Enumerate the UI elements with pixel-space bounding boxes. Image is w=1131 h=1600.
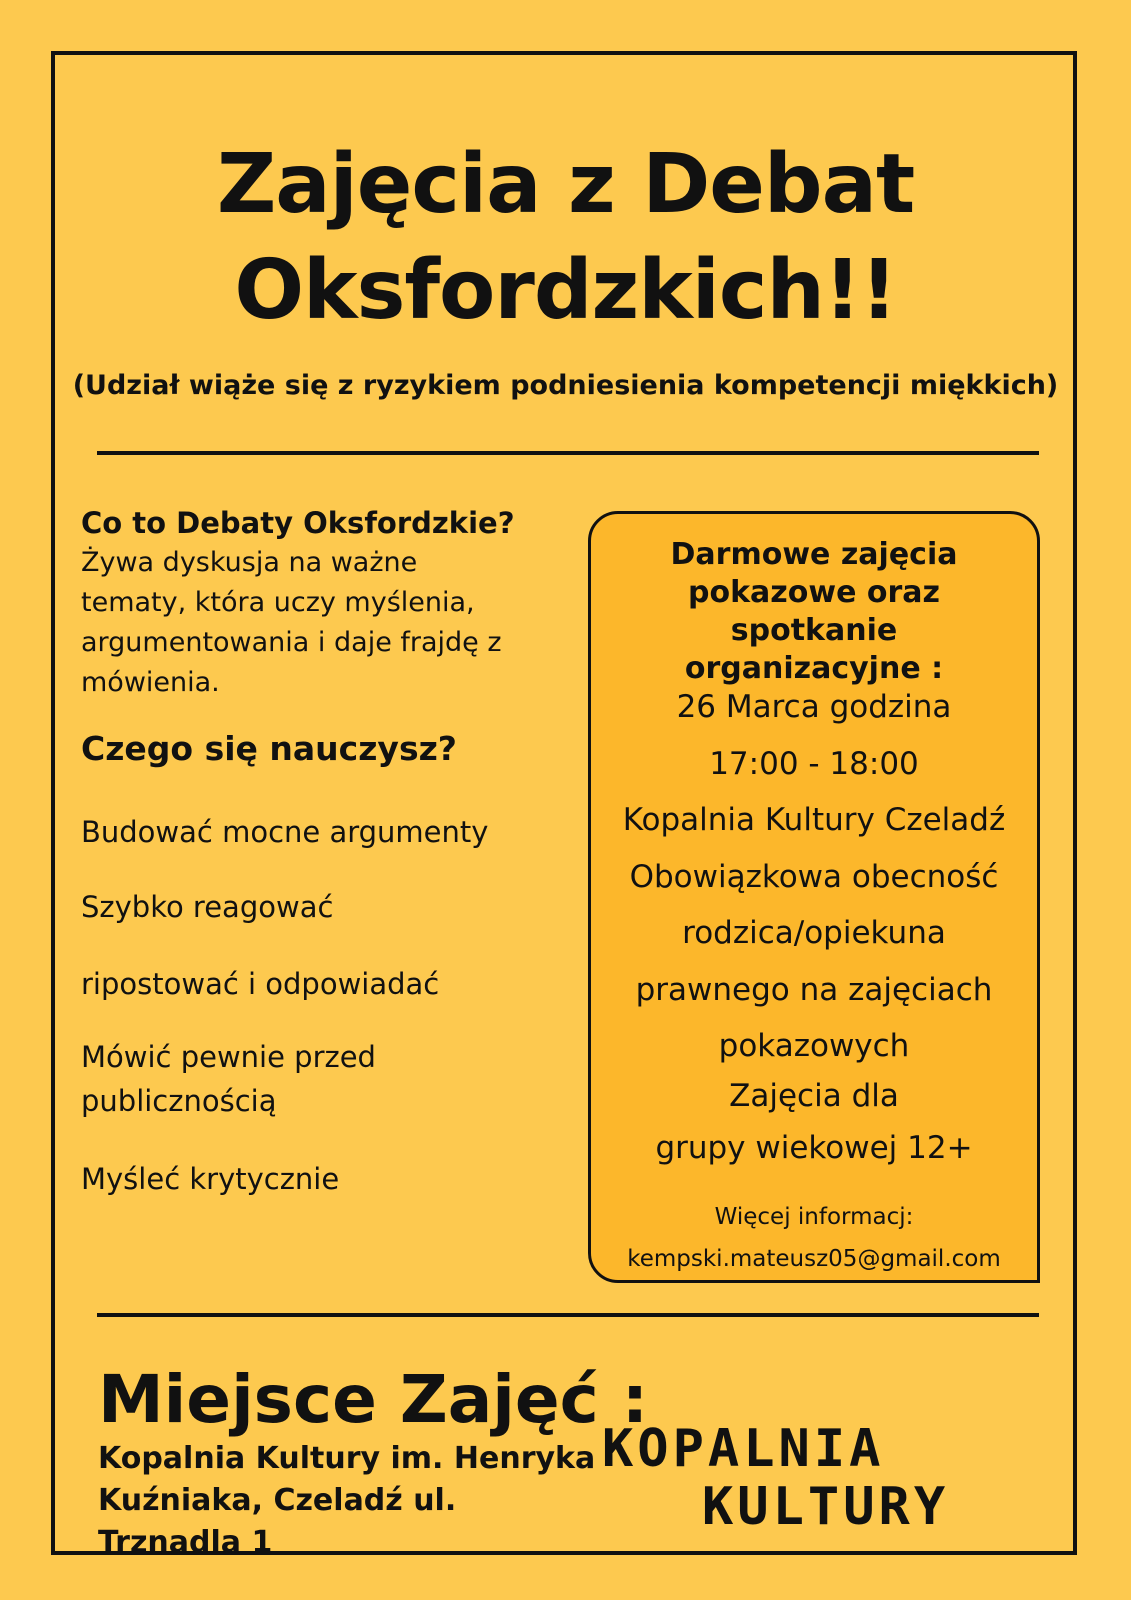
kopalnia-kultury-logo-icon <box>602 1418 1052 1530</box>
info-details <box>591 679 1037 1075</box>
info-more-label: Więcej informacj: <box>714 1204 914 1230</box>
about-text: Żywa dyskusja na ważne tematy, która uczy myślenia, argumentowania i daje frajdę z mówienia. <box>81 547 502 698</box>
learn-item: ripostować i odpowiadać <box>81 967 440 1001</box>
learn-item: Mówić pewnie przed publicznością <box>81 1040 376 1118</box>
learn-item: Szybko reagować <box>81 890 334 924</box>
title-line-2: Oksfordzkich!! <box>234 243 897 338</box>
place-heading: Miejsce Zajęć : <box>98 1361 649 1438</box>
about-section <box>81 503 571 703</box>
about-heading: Co to Debaty Oksfordzkie? <box>81 506 515 540</box>
info-note-4: pokazowych <box>718 1028 910 1064</box>
logo-line-2: KULTURY <box>702 1477 950 1530</box>
info-heading <box>591 536 1037 688</box>
learn-item: Myśleć krytycznie <box>81 1162 340 1196</box>
bottom-divider <box>97 1313 1039 1317</box>
info-group-line-2: grupy wiekowej 12+ <box>655 1130 973 1166</box>
contact-email-link[interactable]: kempski.mateusz05@gmail.com <box>627 1246 1001 1272</box>
info-note-1: Obowiązkowa obecność <box>629 858 999 895</box>
learn-heading: Czego się nauczysz? <box>81 729 457 768</box>
title-line-1: Zajęcia z Debat <box>216 137 915 232</box>
top-divider <box>97 451 1039 455</box>
info-heading-text: Darmowe zajęcia pokazowe oraz spotkanie organizacyjne : <box>670 537 958 686</box>
info-time: 17:00 - 18:00 <box>709 745 919 782</box>
info-contact <box>591 1196 1037 1280</box>
info-date: 26 Marca godzina <box>676 689 952 725</box>
learn-item: Budować mocne argumenty <box>81 815 489 849</box>
logo-line-1: KOPALNIA <box>602 1419 885 1479</box>
info-note-2: rodzica/opiekuna <box>682 915 946 951</box>
info-group-line-1: Zajęcia dla <box>729 1078 899 1114</box>
poster-title <box>0 132 1131 344</box>
poster-subtitle: (Udział wiąże się z ryzykiem podniesienia kompetencji miękkich) <box>72 370 1059 401</box>
place-address: Kopalnia Kultury im. Henryka Kuźniaka, Czeladź ul. Trznadla 1 <box>98 1441 596 1560</box>
info-age-group <box>591 1070 1037 1174</box>
info-venue: Kopalnia Kultury Czeladź <box>622 802 1006 838</box>
info-note-3: prawnego na zajęciach <box>635 971 993 1008</box>
info-box <box>588 511 1040 1283</box>
